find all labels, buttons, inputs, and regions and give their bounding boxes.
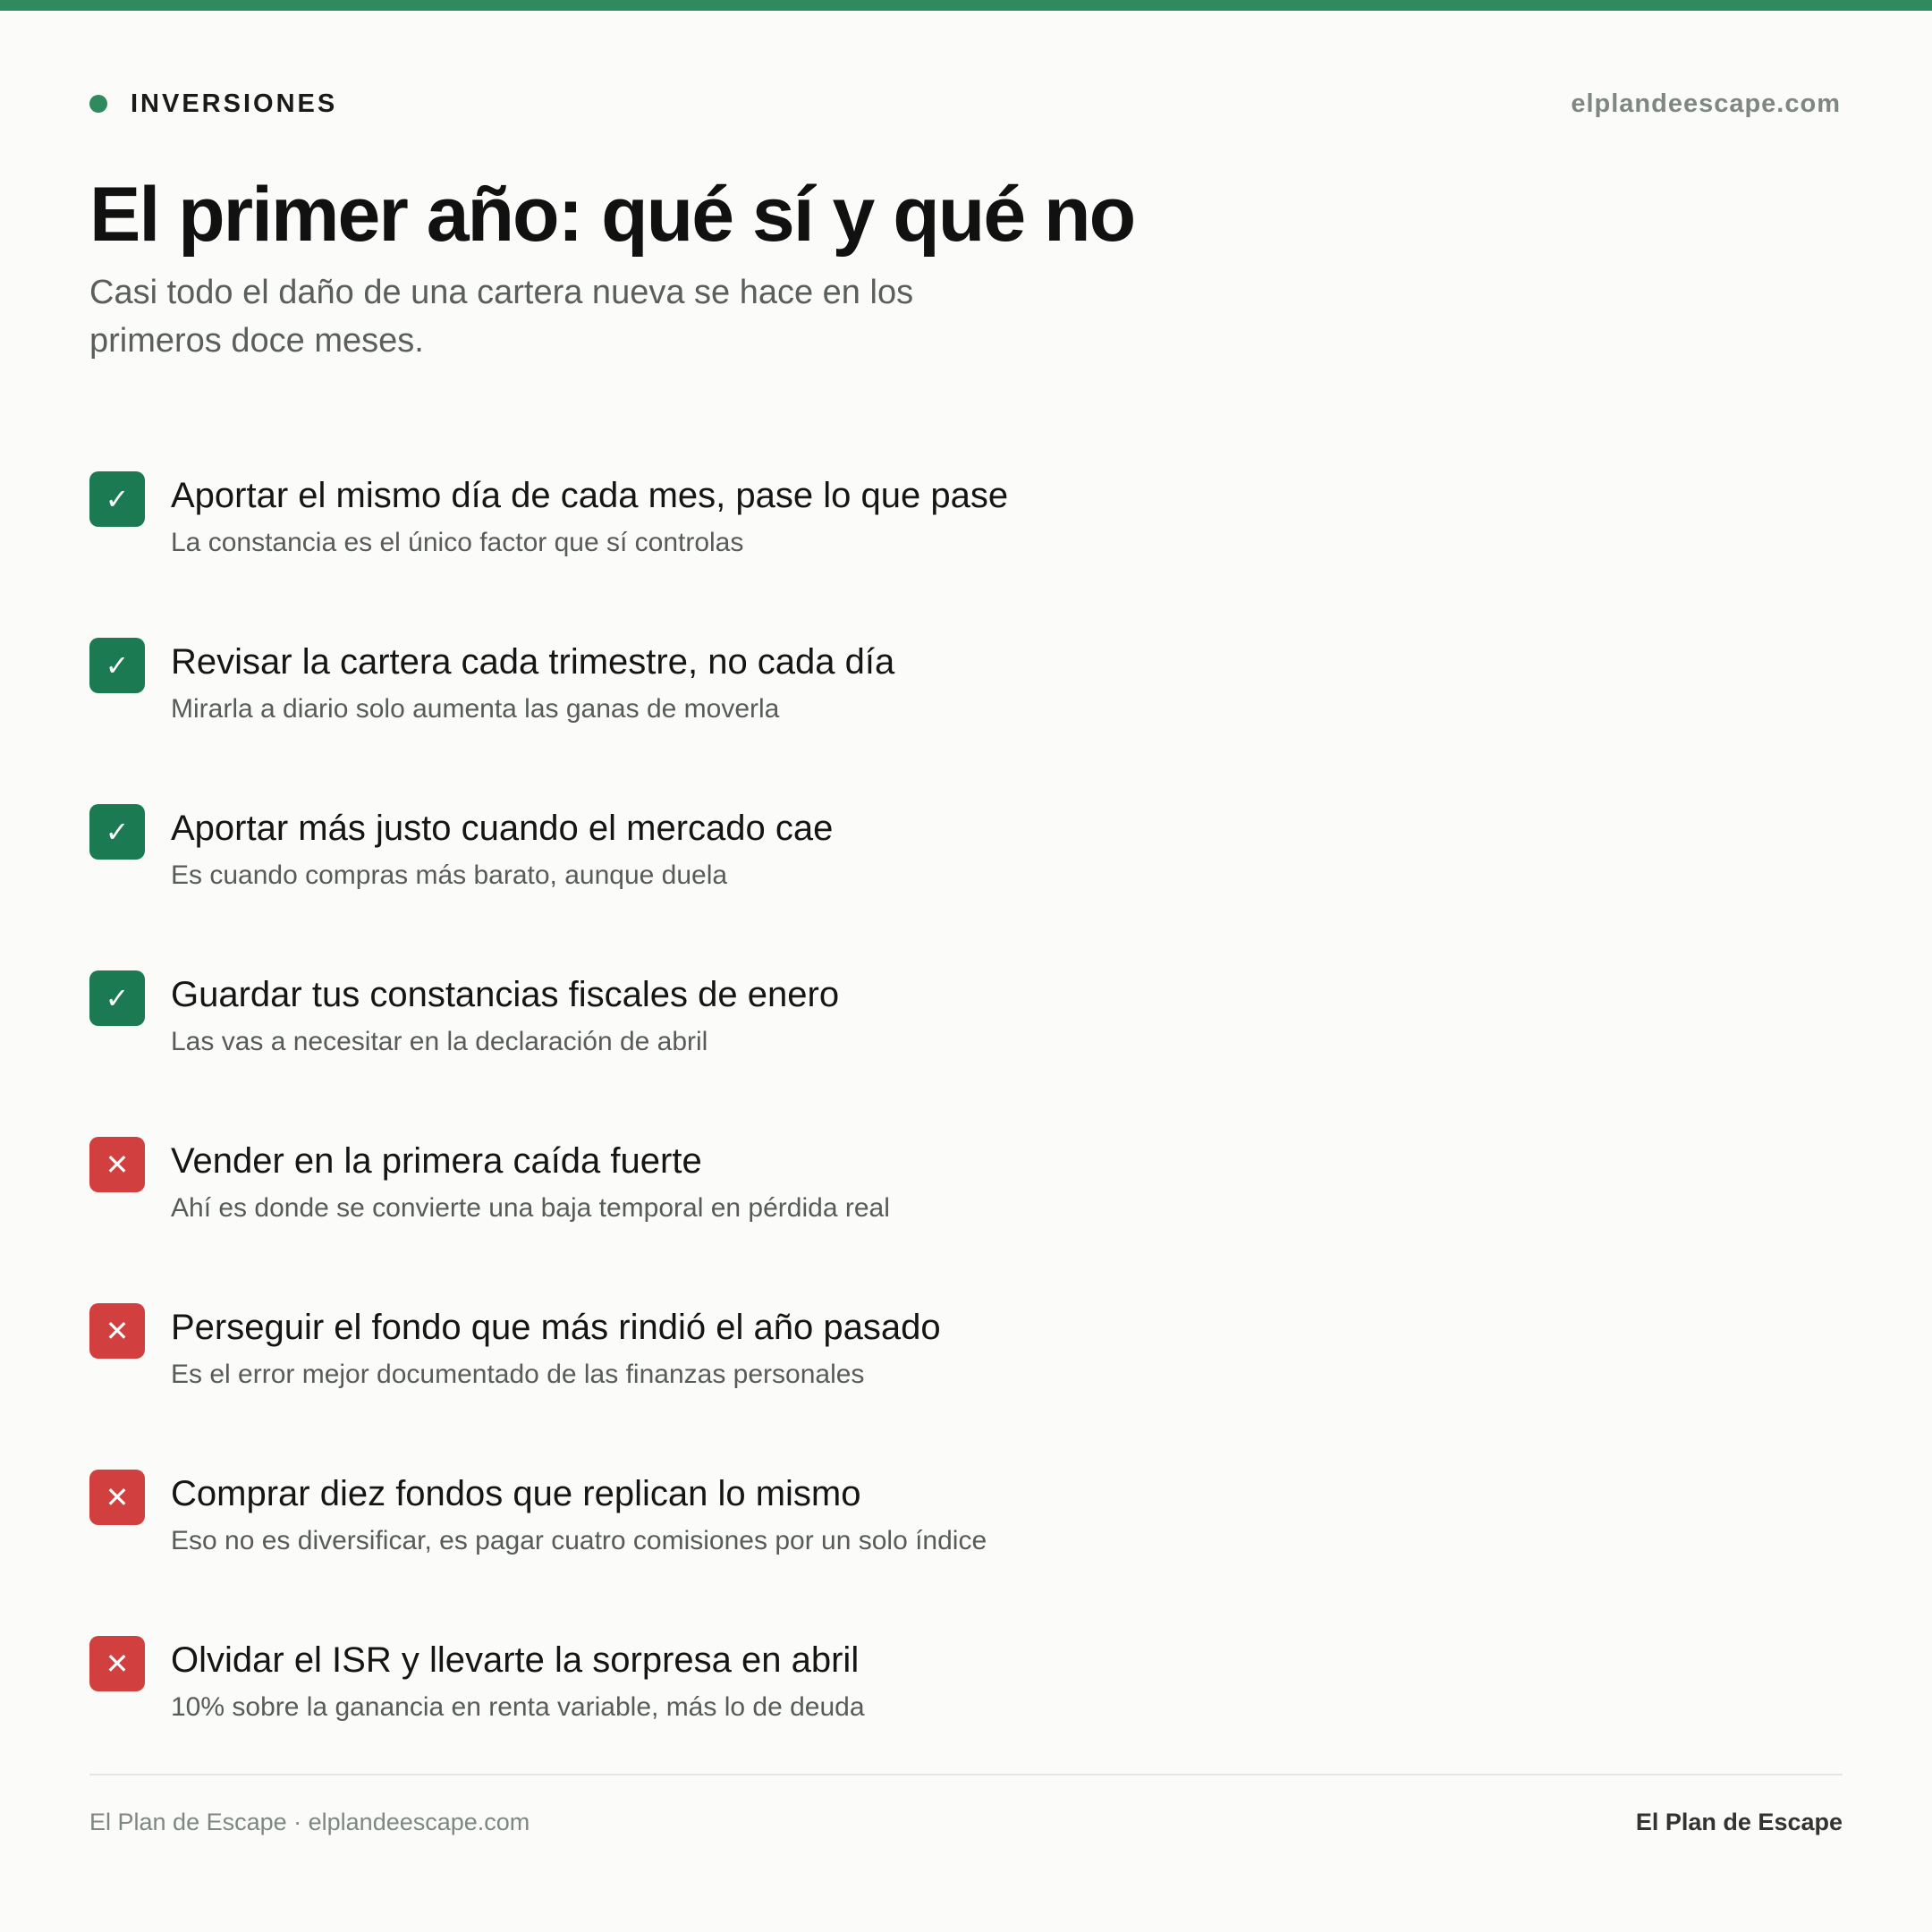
list-item [89,1301,1431,1468]
check-icon: ✓ [89,638,145,693]
footer-divider [89,1774,1843,1775]
list-item [89,1135,1431,1301]
footer-credit: El Plan de Escape · elplandeescape.com [89,1809,530,1835]
item-title: Aportar más justo cuando el mercado cae [171,809,834,848]
item-subtitle: Es el error mejor documentado de las finanzas personales [171,1360,865,1389]
item-subtitle: Es cuando compras más barato, aunque duela [171,860,728,890]
item-title: Aportar el mismo día de cada mes, pase lo que pase [171,476,1009,515]
item-title: Vender en la primera caída fuerte [171,1141,702,1181]
site-url: elplandeescape.com [1571,89,1841,118]
check-icon: ✓ [89,471,145,527]
cross-icon: ✕ [89,1470,145,1525]
header [89,86,1841,122]
check-icon: ✓ [89,970,145,1026]
category-label: INVERSIONES [131,89,338,118]
list-item [89,636,1431,802]
cross-icon: ✕ [89,1303,145,1359]
top-accent-bar [0,0,1932,11]
item-subtitle: Ahí es donde se convierte una baja temporal en pérdida real [171,1193,890,1223]
page-title: El primer año: qué sí y qué no [89,172,1135,258]
item-title: Guardar tus constancias fiscales de enero [171,975,840,1014]
item-title: Perseguir el fondo que más rindió el año pasado [171,1308,941,1347]
item-title: Olvidar el ISR y llevarte la sorpresa en abril [171,1640,860,1680]
cross-icon: ✕ [89,1636,145,1691]
item-subtitle: Eso no es diversificar, es pagar cuatro comisiones por un solo índice [171,1526,987,1555]
footer-brand: El Plan de Escape [1635,1809,1843,1835]
list-item [89,470,1431,636]
item-subtitle: Mirarla a diario solo aumenta las ganas de moverla [171,694,780,724]
page-subtitle: Casi todo el daño de una cartera nueva se hace en los primeros doce meses. [89,274,914,360]
item-subtitle: 10% sobre la ganancia en renta variable, más lo de deuda [171,1692,865,1722]
category-dot-icon [89,95,107,113]
list-item [89,969,1431,1135]
list-item [89,1468,1431,1634]
list-item [89,1634,1431,1801]
item-title: Comprar diez fondos que replican lo mismo [171,1474,861,1513]
checklist [89,470,1431,1801]
category-tag [89,89,337,119]
item-subtitle: Las vas a necesitar en la declaración de abril [171,1027,708,1056]
item-title: Revisar la cartera cada trimestre, no cada día [171,642,895,682]
list-item [89,802,1431,969]
footer [89,1809,1843,1836]
cross-icon: ✕ [89,1137,145,1192]
item-subtitle: La constancia es el único factor que sí controlas [171,528,744,557]
check-icon: ✓ [89,804,145,860]
